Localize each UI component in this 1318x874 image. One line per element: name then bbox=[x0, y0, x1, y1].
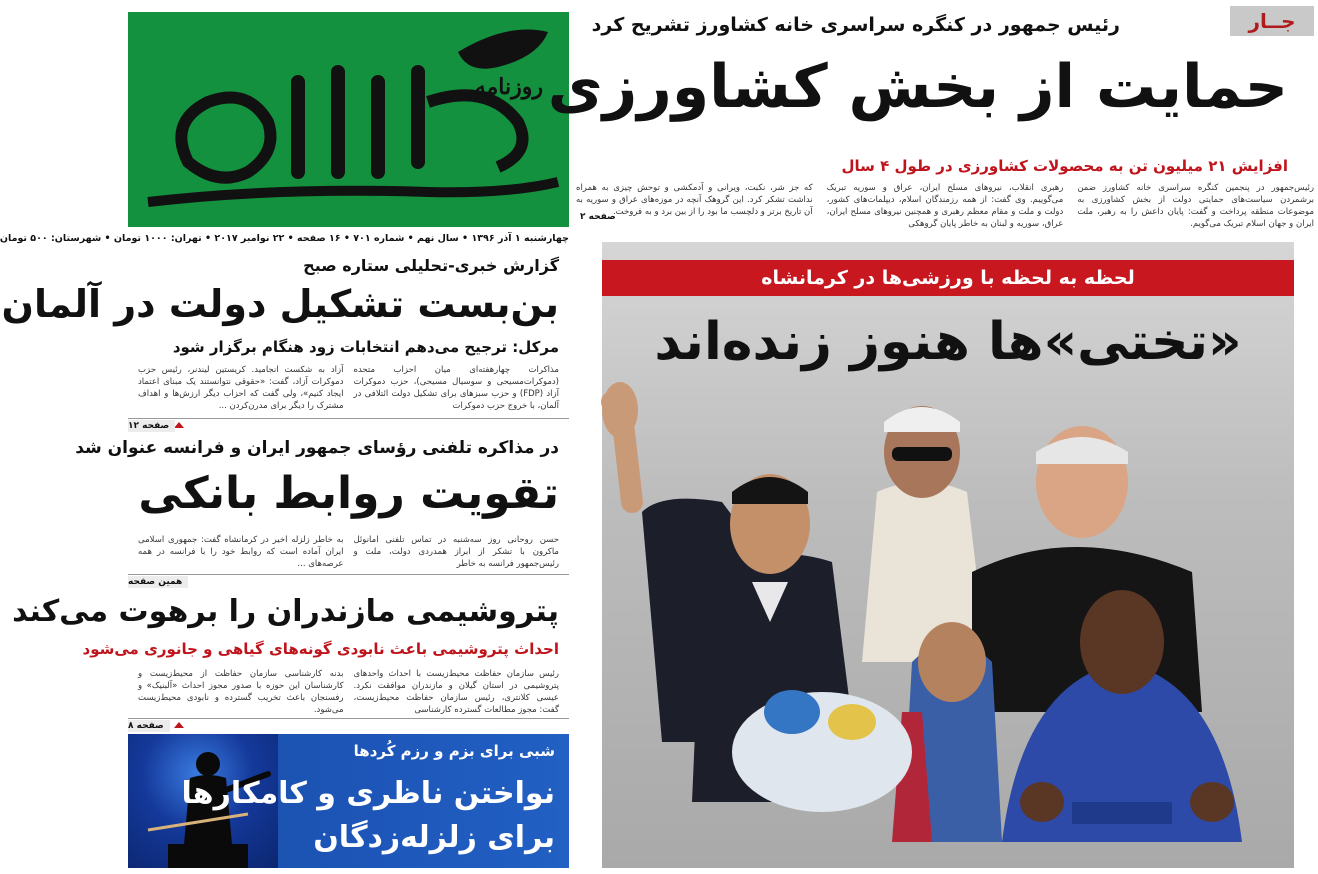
story-banking bbox=[75, 434, 569, 574]
concert-promo[interactable] bbox=[128, 734, 569, 868]
lead-headline[interactable]: حمایت از بخش کشاورزی bbox=[547, 52, 1288, 122]
story-column: حسن روحانی روز سه‌شنبه در تماس تلفنی امانوئل ماکرون با تشکر از ابراز همدردی دولت، ملت و رئیس‌جمهور فرانسه به خاطر bbox=[353, 535, 559, 569]
story-kicker: گزارش خبری-تحلیلی ستاره صبح bbox=[303, 256, 559, 275]
story-body bbox=[138, 364, 559, 412]
lead-column: رئیس‌جمهور در پنجمین کنگره سراسری خانه کشاورز ضمن برشمردن سیاست‌های حمایتی دولت از بخش کشاورزی به موضوعات منطقه پرداخت و گفت: پایان داعش را به رهبر، ملت ایران و جهان اسلام تبریک می‌گویم. bbox=[1077, 183, 1314, 229]
story-kicker: در مذاکره تلفنی رؤسای جمهور ایران و فرانسه عنوان شد bbox=[75, 438, 559, 458]
story-column: آزاد به شکست انجامید. کریستین لیندنر، رئیس حزب دموکرات آزاد، گفت: «حقوقی نتوانستند یک مبنای اعتماد ایجاد کنیم»، ولی گفت که احزاب دیگر ارزش‌ها و اهداف مشترک را دیگر برای مدرن‌کردن ... bbox=[138, 365, 344, 411]
lead-column: که جز شر، نکبت، ویرانی و آدمکشی و توحش چیزی به همراه نداشت تشکر کرد. این گروهک آنچه در موزه‌های عراق و سوریه به آن تاریخ برتر و دلچسب ما بود را از بین برد و به فروخت. bbox=[575, 183, 813, 217]
masthead-subtitle: روزنامه bbox=[474, 74, 543, 100]
story-column: رئیس سازمان حفاظت محیط‌زیست با احداث واحدهای پتروشیمی در استان گیلان و مازندران موافقت نکرد. عیسی کلانتری، رئیس سازمان حفاظت محیط‌زیست، گفت: مجوز مطالعات گسترده کارشناسی bbox=[353, 669, 559, 715]
page-ref[interactable]: همین صفحه bbox=[128, 576, 188, 588]
dateline: چهارشنبه ۱ آذر ۱۳۹۶ • سال نهم • شماره ۷۰۱ • ۱۶ صفحه • ۲۲ نوامبر ۲۰۱۷ • تهران: ۱۰۰۰ تومان • شهرستان: ۵۰۰ تومان bbox=[0, 233, 569, 244]
story-headline[interactable]: تقویت روابط بانکی bbox=[138, 468, 559, 519]
caret-up-icon bbox=[174, 422, 184, 428]
lead-kicker: رئیس جمهور در کنگره سراسری خانه کشاورز تشریح کرد bbox=[591, 14, 1120, 36]
story-germany bbox=[1, 252, 569, 412]
feature-headline[interactable]: «تختی»ها هنوز زنده‌اند bbox=[654, 312, 1242, 372]
masthead bbox=[128, 12, 569, 227]
lead-body bbox=[575, 182, 1314, 229]
feature-panel[interactable] bbox=[602, 242, 1294, 868]
promo-headline-line2: برای زلزله‌زدگان bbox=[313, 820, 555, 855]
page-ref-bar bbox=[128, 574, 569, 588]
story-column: بدنه کارشناسی سازمان حفاظت از محیط‌زیست و کارشناسان این حوزه با صدور مجوز احداث «آلبنیک» و رفسنجان باعث تخریب گسترده و نابودی محیط‌زیست می‌شود. bbox=[138, 669, 344, 715]
story-petrochemical bbox=[12, 590, 569, 720]
story-body bbox=[138, 668, 559, 716]
page-ref[interactable]: صفحه ۸ bbox=[128, 720, 170, 732]
story-subhead: مرکل: ترجیح می‌دهم انتخابات زود هنگام برگزار شود bbox=[172, 338, 559, 356]
page-ref-bar bbox=[128, 418, 569, 432]
lead-column: رهبری انقلاب، نیروهای مسلح ایران، عراق و سوریه تبریک می‌گوییم. وی گفت: از همه رزمندگان اسلام، دیپلمات‌های کشور، دولت و ملت و مقام معظم رهبری و همچنین نیروهای مسلح ایران، عراق، سوریه و لبنان به خاطر پایان گروهکی bbox=[826, 183, 1064, 229]
feature-band bbox=[602, 260, 1294, 296]
section-badge bbox=[1230, 6, 1314, 36]
page-ref[interactable]: صفحه ۱۲ bbox=[128, 420, 175, 432]
caret-up-icon bbox=[174, 722, 184, 728]
story-headline[interactable]: بن‌بست تشکیل دولت در آلمان bbox=[1, 282, 559, 326]
story-body bbox=[138, 534, 559, 570]
lead-subhead: افزایش ۲۱ میلیون تن به محصولات کشاورزی در طول ۴ سال bbox=[841, 157, 1288, 175]
page-ref-bar bbox=[128, 718, 569, 732]
feature-band-text: لحظه به لحظه با ورزشی‌ها در کرمانشاه bbox=[761, 267, 1135, 289]
story-headline[interactable]: پتروشیمی مازندران را برهوت می‌کند bbox=[12, 594, 559, 629]
promo-kicker: شبی برای بزم و رزم کُردها bbox=[353, 742, 555, 760]
promo-headline-line1: نواختن ناظری و کامکارها bbox=[181, 776, 555, 811]
section-badge-label: جــار bbox=[1248, 9, 1296, 33]
lead-page-ref[interactable]: صفحه ۲ bbox=[580, 212, 616, 222]
story-subhead: احداث پتروشیمی باعث نابودی گونه‌های گیاهی و جانوری می‌شود bbox=[82, 640, 559, 658]
masthead-logo-icon bbox=[128, 12, 569, 227]
story-column: مذاکرات چهارهفته‌ای میان احزاب متحده (دموکرات‌مسیحی و سوسیال مسیحی)، حزب دموکرات آزاد (FDP) و حزب سبزهای برای تشکیل دولت ائتلافی در آلمان، با خروج حزب دموکرات bbox=[353, 365, 559, 411]
story-column: به خاطر زلزله اخیر در کرمانشاه گفت: جمهوری اسلامی ایران آماده است که روابط خود را با فرانسه در همه عرصه‌های ... bbox=[138, 535, 344, 569]
